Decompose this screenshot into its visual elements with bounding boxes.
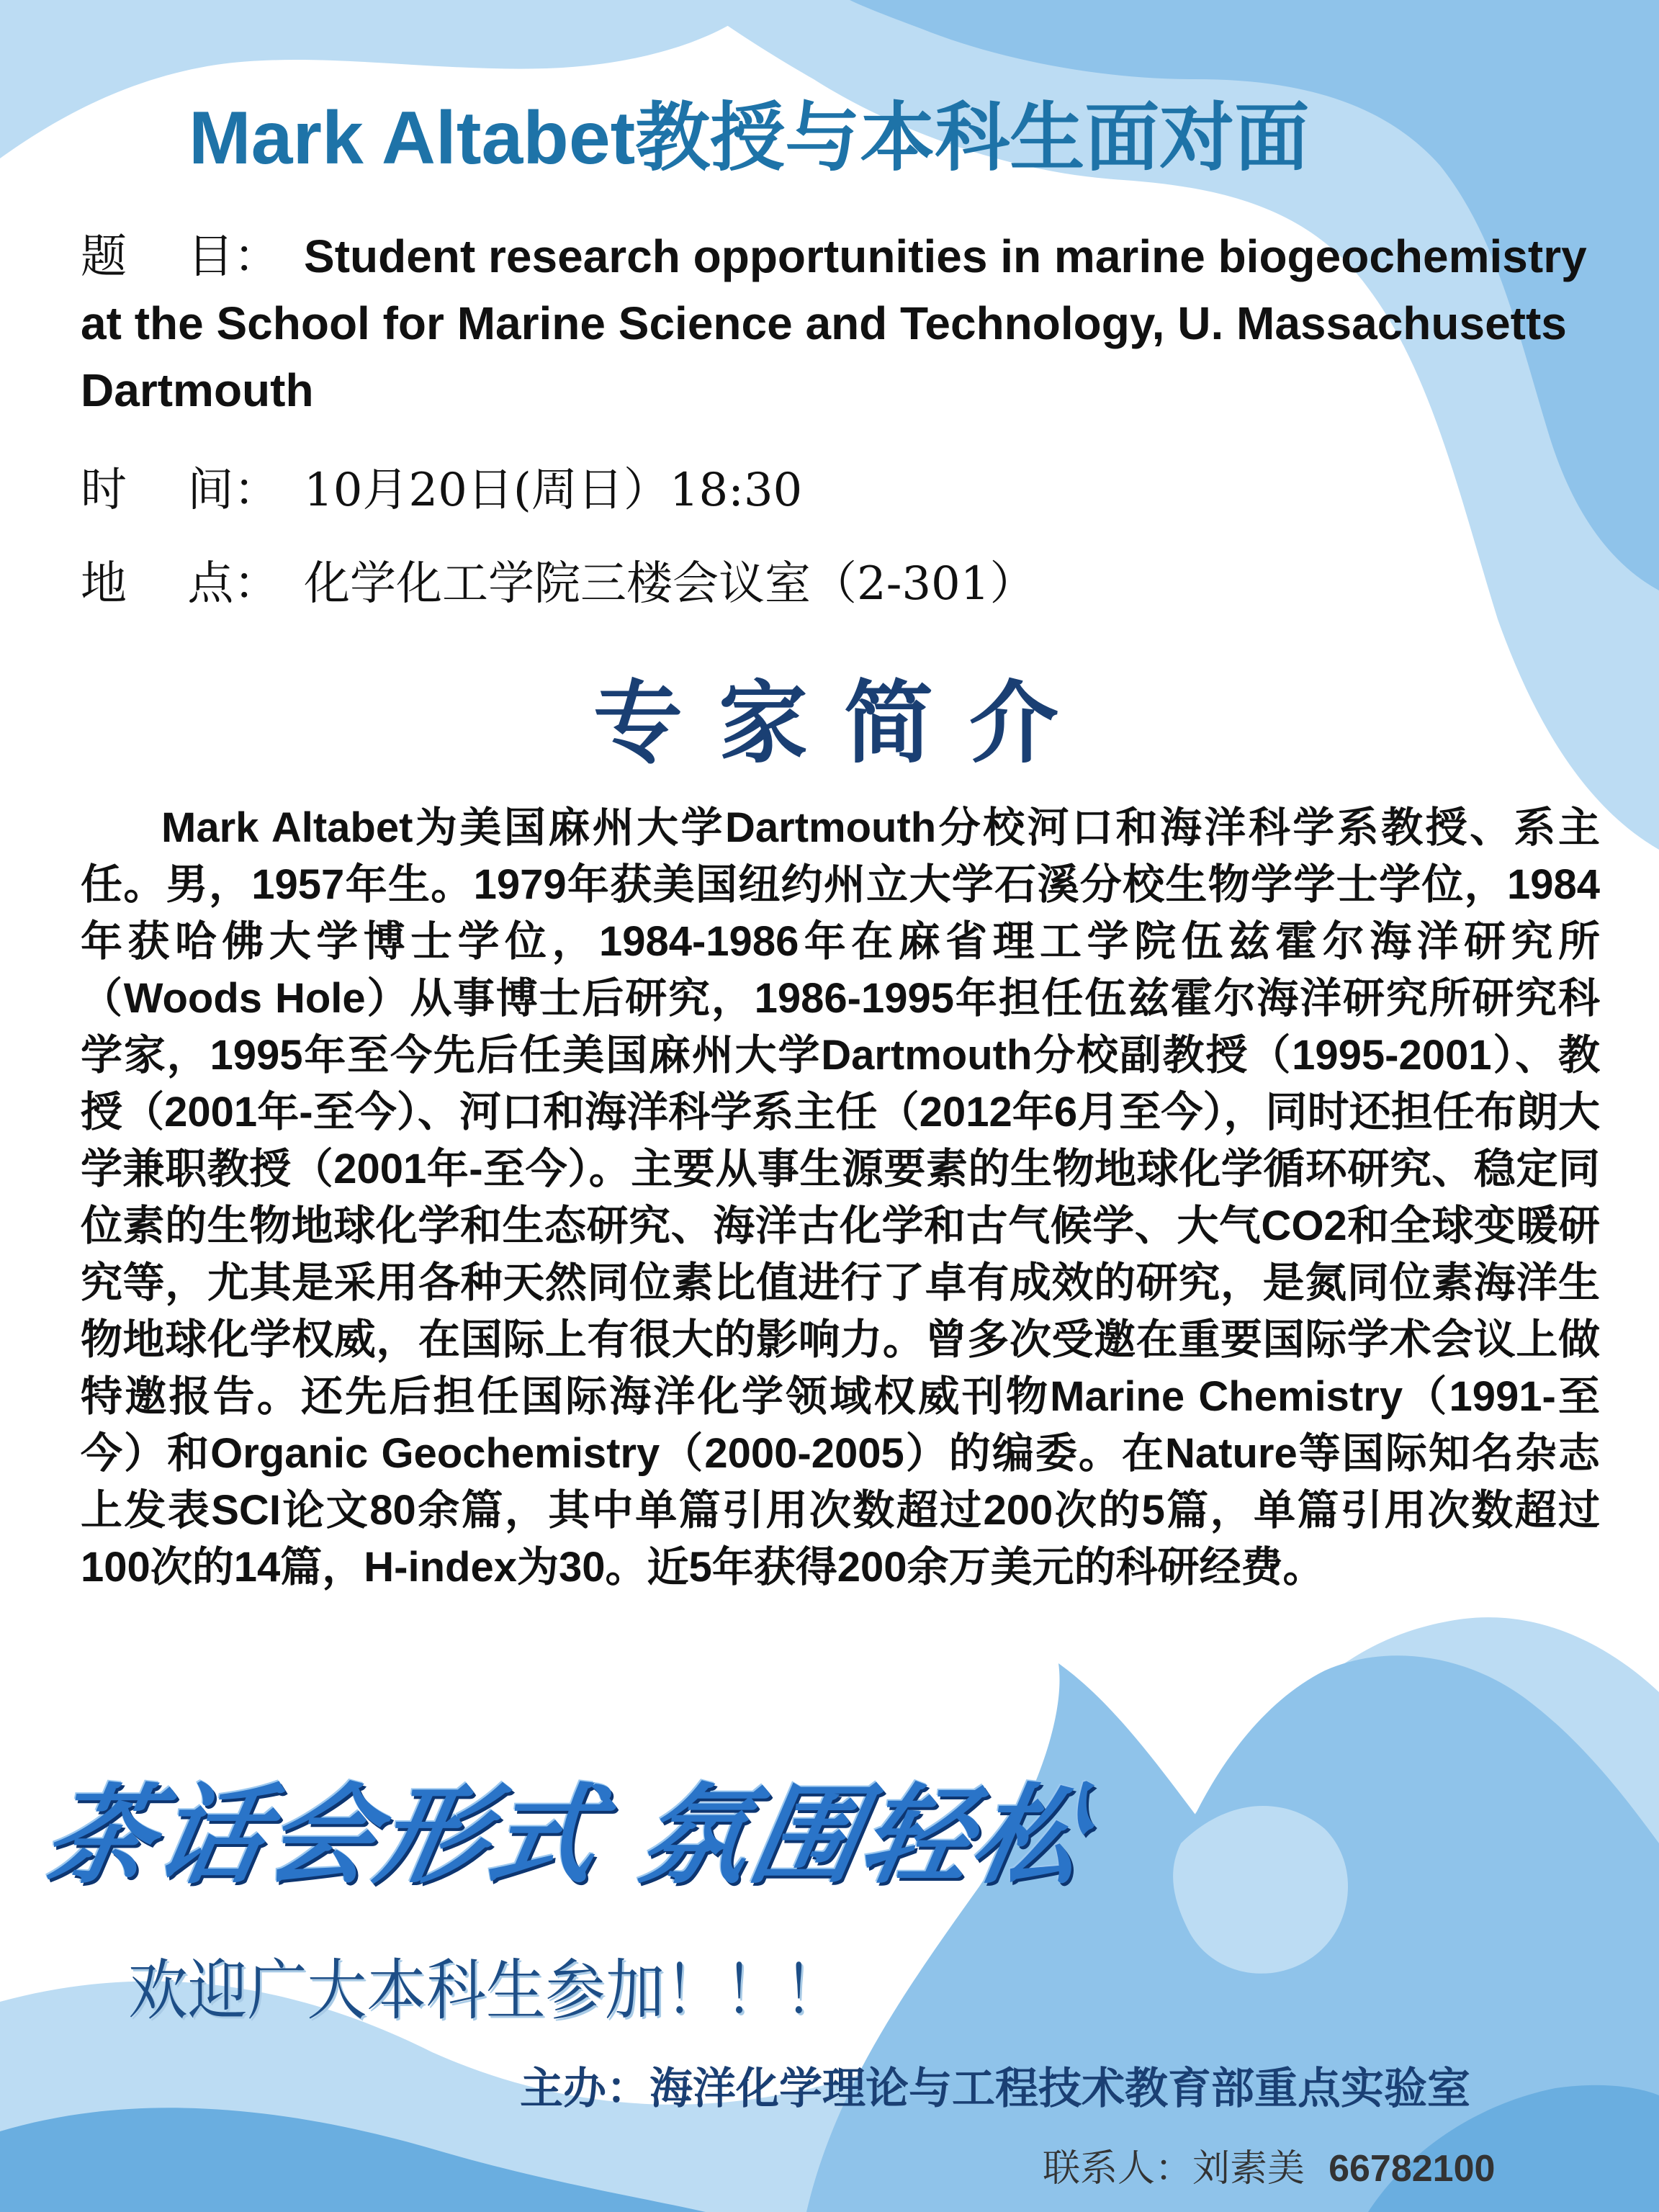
contact-phone: 66782100 (1328, 2148, 1496, 2190)
topic-label: 题 目： (81, 230, 280, 284)
place-label: 地 点： (81, 557, 280, 611)
place-row (81, 552, 1607, 616)
time-label: 时 间： (81, 464, 280, 517)
host-organizer: 主办：海洋化学理论与工程技术教育部重点实验室 (520, 2064, 1470, 2114)
slogan: 茶话会形式 氛围轻松 (35, 1773, 1096, 1899)
poster-title: Mark Altabet教授与本科生面对面 (189, 96, 1310, 180)
contact-info (1043, 2143, 1633, 2195)
time-row (81, 458, 1607, 523)
place-value: 化学化工学院三楼会议室（2-301） (304, 557, 1036, 611)
section-heading: 专家简介 (593, 671, 1094, 775)
topic-row (81, 223, 1607, 424)
welcome-text: 欢迎广大本科生参加！！！ (128, 1952, 844, 2029)
bio-paragraph: Mark Altabet为美国麻州大学Dartmouth分校河口和海洋科学系教授、系主任。男，1957年生。1979年获美国纽约州立大学石溪分校生物学学士学位，1984年获哈佛大学博士学位，1984-1986年在麻省理工学院伍兹霍尔海洋研究所（Woods Hole）从事博士后研究，1986-1995年担任伍兹霍尔海洋研究所研究科学家，1995年至今先后任美国麻州大学Dartmouth分校副教授（1995-2001）、教授（2001年-至今）、河口和海洋科学系主任（2012年6月至今），同时还担任布朗大学兼职教授（2001年-至今）。主要从事生源要素的生物地球化学循环研究、稳定同位素的生物地球化学和生态研究、海洋古化学和古气候学、大气CO2和全球变暖研究等，尤其是采用各种天然同位素比值进行了卓有成效的研究，是氮同位素海洋生物地球化学权威，在国际上有很大的影响力。曾多次受邀在重要国际学术会议上做特邀报告。还先后担任国际海洋化学领域权威刊物Marine Chemistry（1991-至今）和Organic Geochemistry（2000-2005）的编委。在Nature等国际知名杂志上发表SCI论文80余篇，其中单篇引用次数超过200次的5篇，单篇引用次数超过100次的14篇，H-index为30。近5年获得200余万美元的科研经费。 (81, 804, 1600, 1591)
time-value: 10月20日(周日）18:30 (304, 464, 803, 517)
contact-label: 联系人：刘素美 (1043, 2147, 1305, 2190)
topic-value: Student research opportunities in marine biogeochemistry at the School for Marine Science and Technology, U. Massachusetts Dartmouth (81, 230, 1587, 416)
